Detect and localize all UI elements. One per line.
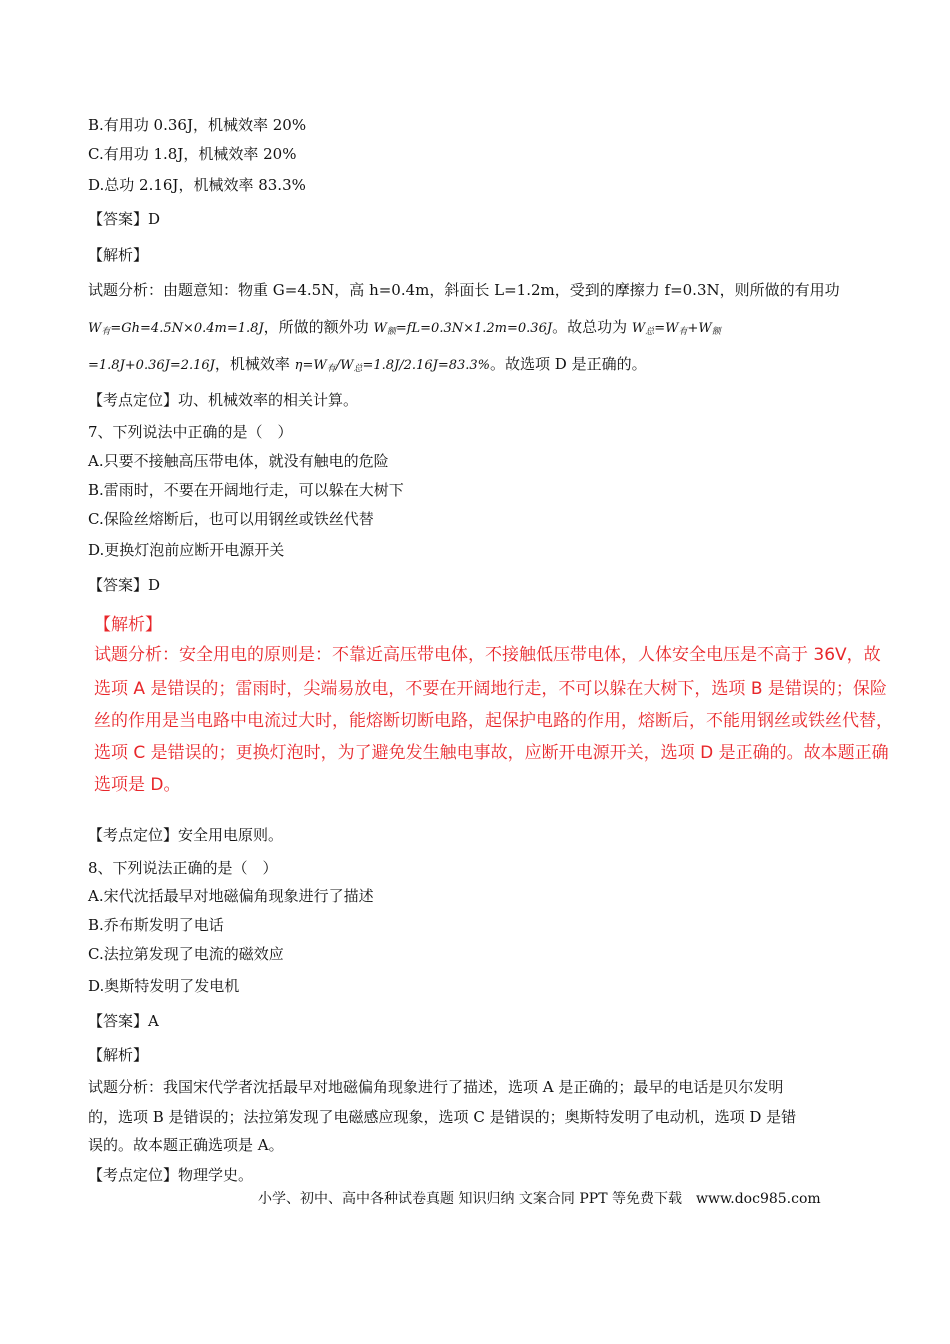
q8-option-b: B.乔布斯发明了电话	[88, 916, 224, 934]
q6-analysis-line-3: =1.8J+0.36J=2.16J，机械效率 $\eta=W_有/W_总=1.8J/2.16J=83.3\%$。故选项 D 是正确的。	[88, 355, 647, 374]
page-footer: 小学、初中、高中各种试卷真题 知识归纳 文案合同 PPT 等免费下载 www.doc985.com	[258, 1191, 821, 1207]
q7-option-d: D.更换灯泡前应断开电源开关	[88, 541, 285, 559]
q7-analysis-line-4: 选项 C 是错误的；更换灯泡时，为了避免发生触电事故，应断开电源开关，选项 D 是正确的。故本题正确	[94, 743, 889, 763]
q6-formula-total-work: $W_总=W_有+W_额$	[631, 321, 721, 337]
q8-knowledge-point: 【考点定位】物理学史。	[88, 1166, 254, 1184]
q7-analysis-line-5: 选项是 D。	[94, 775, 181, 795]
q8-analysis-line-1: 试题分析：我国宋代学者沈括最早对地磁偏角现象进行了描述，选项 A 是正确的；最早的电话是贝尔发明	[88, 1078, 784, 1096]
q6-formula-total-value: =1.8J+0.36J=2.16J	[88, 358, 215, 373]
q8-option-d: D.奥斯特发明了发电机	[88, 977, 240, 995]
q8-analysis-line-2: 的，选项 B 是错误的；法拉第发现了电磁感应现象，选项 C 是错误的；奥斯特发明了电动机，选项 D 是错	[88, 1108, 797, 1126]
q6-formula-efficiency: $\eta=W_有/W_总=1.8J/2.16J=83.3\%$	[294, 358, 491, 374]
q6-option-c: C.有用功 1.8J，机械效率 20%	[88, 145, 297, 163]
q7-analysis-line-1: 试题分析：安全用电的原则是：不靠近高压带电体，不接触低压带电体，人体安全电压是不高于 36V，故	[94, 645, 881, 665]
q6-analysis-line-2: $W_有=Gh=4.5N\times 0.4m=1.8J$，所做的额外功 $W_额=fL=0.3N\times 1.2m=0.36J$。故总功为 $W_总=W_有+W_额$	[88, 318, 721, 337]
q8-analysis-line-3: 误的。故本题正确选项是 A。	[88, 1136, 284, 1154]
q7-option-c: C.保险丝熔断后，也可以用钢丝或铁丝代替	[88, 510, 374, 528]
q7-option-b: B.雷雨时，不要在开阔地行走，可以躲在大树下	[88, 481, 404, 499]
q7-stem: 7、下列说法中正确的是（ ）	[88, 423, 293, 441]
q8-answer: 【答案】A	[88, 1012, 159, 1030]
q8-analysis-heading: 【解析】	[88, 1046, 149, 1064]
q6-knowledge-point: 【考点定位】功、机械效率的相关计算。	[88, 391, 359, 409]
q8-option-c: C.法拉第发现了电流的磁效应	[88, 945, 284, 963]
q6-formula-useful-work: $W_有=Gh=4.5N\times 0.4m=1.8J$	[88, 321, 264, 337]
q7-analysis-line-3: 丝的作用是当电路中电流过大时，能熔断切断电路，起保护电路的作用，熔断后，不能用钢丝或铁丝代替，	[94, 711, 893, 731]
q6-answer: 【答案】D	[88, 210, 161, 228]
q7-analysis-heading: 【解析】	[94, 615, 162, 635]
q7-analysis-line-2: 选项 A 是错误的；雷雨时，尖端易放电，不要在开阔地行走，不可以躲在大树下，选项 B 是错误的；保险	[94, 679, 887, 699]
q6-option-b: B.有用功 0.36J，机械效率 20%	[88, 116, 307, 134]
q6-analysis-line-1: 试题分析：由题意知：物重 G=4.5N，高 h=0.4m，斜面长 L=1.2m，受到的摩擦力 f=0.3N，则所做的有用功	[88, 281, 840, 299]
q6-analysis-heading: 【解析】	[88, 246, 149, 264]
q6-option-d: D.总功 2.16J，机械效率 83.3%	[88, 176, 306, 194]
q8-option-a: A.宋代沈括最早对地磁偏角现象进行了描述	[88, 887, 374, 905]
q7-knowledge-point: 【考点定位】安全用电原则。	[88, 826, 284, 844]
q6-formula-extra-work: $W_额=fL=0.3N\times 1.2m=0.36J$	[373, 321, 553, 337]
q7-answer: 【答案】D	[88, 576, 161, 594]
q8-stem: 8、下列说法正确的是（ ）	[88, 859, 278, 877]
q7-option-a: A.只要不接触高压带电体，就没有触电的危险	[88, 452, 389, 470]
